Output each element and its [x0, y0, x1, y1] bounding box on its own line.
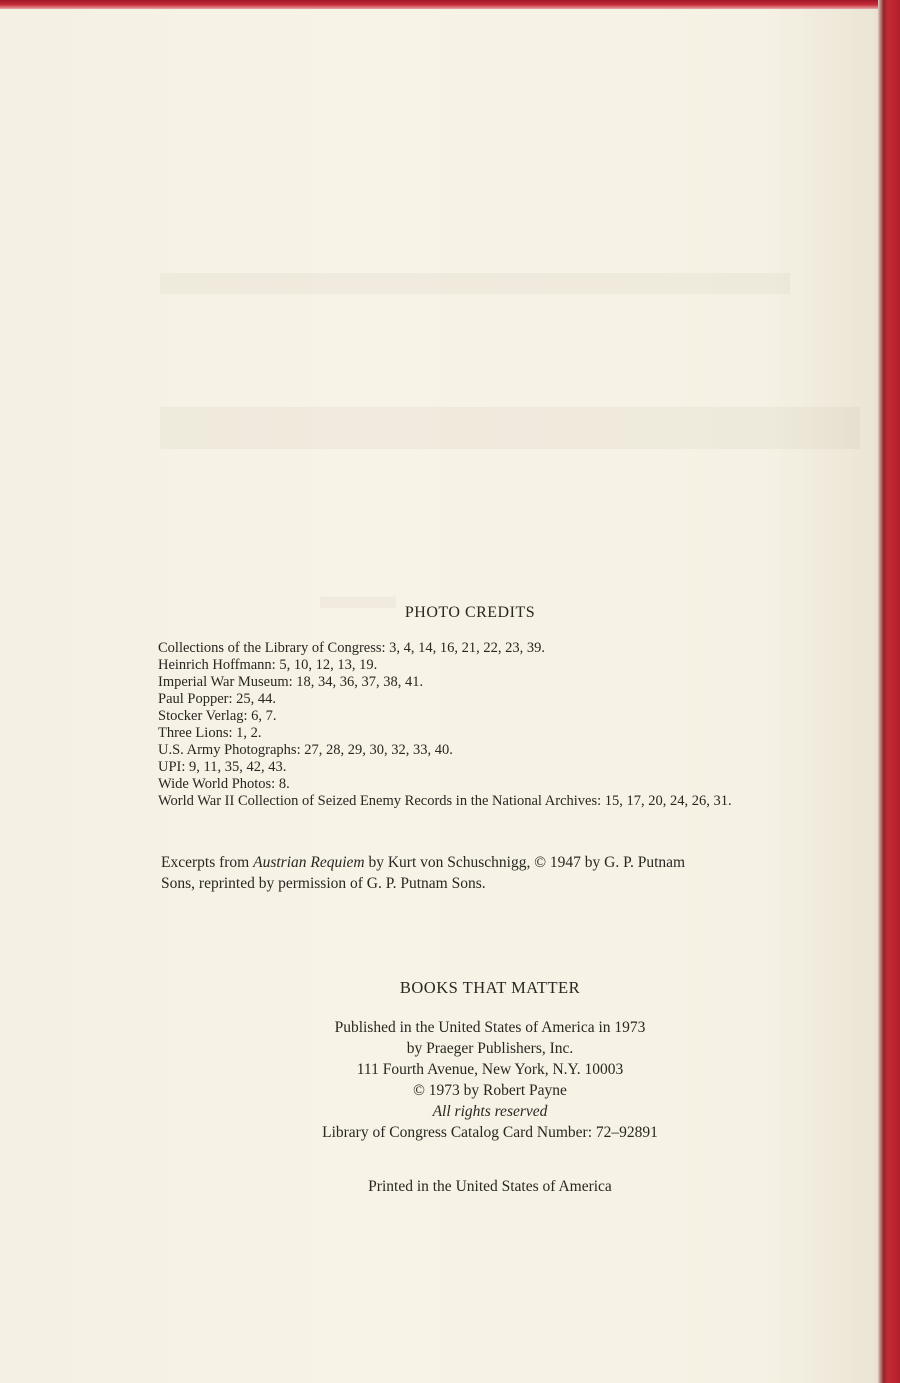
- credit-line: Three Lions: 1, 2.: [158, 725, 262, 741]
- copyright-line: © 1973 by Robert Payne: [413, 1082, 567, 1099]
- credit-line: Paul Popper: 25, 44.: [158, 691, 277, 707]
- book-cover-top-edge: [0, 0, 900, 9]
- printed-in-line: Printed in the United States of America: [368, 1178, 612, 1195]
- excerpt-book-title: Austrian Requiem: [253, 854, 365, 871]
- address-line: 111 Fourth Avenue, New York, N.Y. 10003: [356, 1061, 624, 1078]
- excerpt-prefix: Excerpts from: [161, 854, 254, 871]
- published-line: Published in the United States of America in 1973: [334, 1019, 646, 1036]
- catalog-number-line: Library of Congress Catalog Card Number: 72–92891: [322, 1124, 658, 1141]
- book-cover-right-edge: [878, 0, 900, 1383]
- credit-line: U.S. Army Photographs: 27, 28, 29, 30, 32, 33, 40.: [158, 742, 453, 758]
- series-title: BOOKS THAT MATTER: [399, 978, 581, 997]
- credit-line: Imperial War Museum: 18, 34, 36, 37, 38, 41.: [158, 674, 424, 690]
- photo-credits-list: [158, 640, 818, 810]
- bleed-through-shadow: ▬▬▬▬▬: [160, 322, 860, 479]
- credit-line: Wide World Photos: 8.: [158, 776, 290, 792]
- bleed-through-shadow: ▬▬▬▬▬▬▬▬▬: [160, 231, 790, 309]
- imprint-block: [40, 1017, 900, 1143]
- credit-line: UPI: 9, 11, 35, 42, 43.: [158, 759, 287, 775]
- credit-line: Heinrich Hoffmann: 5, 10, 12, 13, 19.: [158, 657, 378, 673]
- bleed-through-shadow: ▬▬: [320, 575, 396, 617]
- credit-line: World War II Collection of Seized Enemy Records in the National Archives: 15, 17, 20, 24, 26, 31.: [158, 793, 732, 809]
- excerpt-suffix: by Kurt von Schuschnigg, © 1947 by G. P. Putnam Sons, reprinted by permission of G. P. Putnam Sons.: [161, 854, 686, 892]
- publisher-line: by Praeger Publishers, Inc.: [406, 1040, 574, 1057]
- rights-line: All rights reserved: [432, 1103, 548, 1120]
- credit-line: Collections of the Library of Congress: 3, 4, 14, 16, 21, 22, 23, 39.: [158, 640, 546, 656]
- credit-line: Stocker Verlag: 6, 7.: [158, 708, 277, 724]
- excerpt-permission-note: [161, 852, 721, 894]
- photo-credits-title: PHOTO CREDITS: [404, 604, 536, 621]
